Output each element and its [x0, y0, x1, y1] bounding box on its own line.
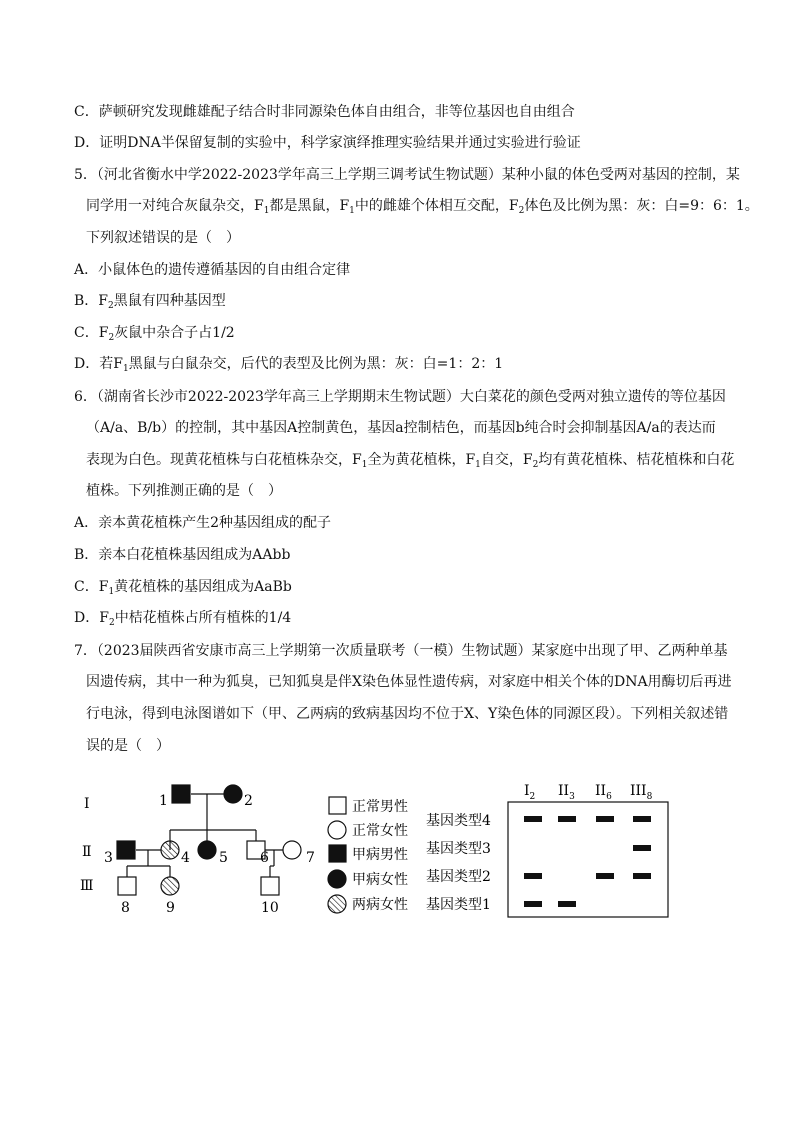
individual-7 — [283, 841, 301, 859]
legend-a-male-symbol — [329, 845, 346, 862]
generation-label-1: Ⅰ — [84, 796, 90, 812]
legend-a-male: 甲病男性 — [352, 847, 408, 863]
question-5-line-1: 5．（河北省衡水中学2022-2023学年高三上学期三调考试生物试题）某种小鼠的体色受两对基因的控制，某 — [74, 167, 740, 183]
individual-1 — [172, 785, 190, 803]
question-6-line-3: 表现为白色。现黄花植株与白花植株杂交，$F_1$全为黄花植株，$F_1$自交，$F_2$均有黄花植株、桔花植株和白花 — [86, 452, 735, 470]
gel-column-header: $II_6$ — [595, 783, 612, 802]
gel-band — [633, 816, 651, 822]
pedigree-chart — [70, 770, 325, 920]
question-7-line-3: 行电泳，得到电泳图谱如下（甲、乙两病的致病基因均不位于X、Y染色体的同源区段）。下列相关叙述错 — [86, 706, 729, 722]
individual-5 — [198, 841, 216, 859]
gel-row-label: 基因类型2 — [426, 869, 491, 885]
label-7: 7 — [306, 850, 315, 866]
legend-a-female-symbol — [328, 870, 346, 888]
question-5-option-c: C．$F_2$灰鼠中杂合子占1/2 — [74, 325, 235, 343]
gel-column-header: $II_3$ — [558, 783, 575, 802]
gel-band — [524, 816, 542, 822]
label-4: 4 — [181, 850, 190, 866]
label-8: 8 — [121, 900, 130, 916]
gel-column-header: $I_2$ — [524, 783, 536, 802]
question-6-line-1: 6．（湖南省长沙市2022-2023学年高三上学期期末生物试题）大白菜花的颜色受两对独立遗传的等位基因 — [74, 389, 726, 405]
legend-normal-male-symbol — [329, 797, 346, 814]
gel-row-label: 基因类型4 — [426, 813, 491, 829]
individual-10 — [261, 877, 279, 895]
gel-band — [524, 873, 542, 879]
question-7-line-1: 7．（2023届陕西省安康市高三上学期第一次质量联考（一模）生物试题）某家庭中出现了甲、乙两种单基 — [74, 643, 728, 659]
electrophoresis-gel — [424, 778, 674, 923]
question-5-line-3: 下列叙述错误的是（ ） — [86, 230, 240, 246]
label-10: 10 — [261, 900, 279, 916]
legend-both-female: 两病女性 — [352, 897, 408, 913]
gel-row-label: 基因类型1 — [426, 897, 491, 913]
individual-9 — [161, 877, 179, 895]
question-5-line-2: 同学用一对纯合灰鼠杂交，$F_1$都是黑鼠，$F_1$中的雌雄个体相互交配，$F_2$体色及比例为黑：灰：白=9：6：1。 — [86, 198, 759, 216]
pedigree-legend — [325, 795, 425, 920]
individual-3 — [117, 841, 135, 859]
label-9: 9 — [166, 900, 175, 916]
legend-normal-female-symbol — [328, 821, 346, 839]
question-5-option-a: A．小鼠体色的遗传遵循基因的自由组合定律 — [74, 262, 351, 278]
label-1: 1 — [159, 793, 168, 809]
option-c-prev: C．萨顿研究发现雌雄配子结合时非同源染色体自由组合，非等位基因也自由组合 — [74, 104, 575, 120]
legend-normal-male: 正常男性 — [352, 799, 408, 815]
label-2: 2 — [244, 793, 253, 809]
individual-2 — [224, 785, 242, 803]
question-6-line-4: 植株。下列推测正确的是（ ） — [86, 483, 282, 499]
label-6: 6 — [260, 850, 269, 866]
generation-label-2: Ⅱ — [82, 844, 92, 860]
gel-row-label: 基因类型3 — [426, 841, 491, 857]
individual-8 — [118, 877, 136, 895]
gel-column-header: $III_8$ — [630, 783, 653, 802]
label-3: 3 — [104, 850, 113, 866]
legend-a-female: 甲病女性 — [352, 872, 408, 888]
gel-band — [558, 901, 576, 907]
gel-band — [596, 873, 614, 879]
legend-both-female-symbol — [328, 895, 346, 913]
gel-band — [596, 816, 614, 822]
question-7-line-2: 因遗传病，其中一种为狐臭，已知狐臭是伴X染色体显性遗传病，对家庭中相关个体的DNA用酶切后再进 — [86, 674, 732, 690]
option-d-prev: D．证明DNA半保留复制的实验中，科学家演绎推理实验结果并通过实验进行验证 — [74, 135, 581, 151]
question-6-option-c: C．$F_1$黄花植株的基因组成为AaBb — [74, 579, 292, 597]
generation-label-3: Ⅲ — [80, 878, 94, 894]
question-7-line-4: 误的是（ ） — [86, 738, 170, 754]
question-6-option-a: A．亲本黄花植株产生2种基因组成的配子 — [74, 515, 332, 531]
legend-normal-female: 正常女性 — [352, 823, 408, 839]
individual-4 — [161, 841, 179, 859]
question-6-option-b: B．亲本白花植株基因组成为AAbb — [74, 547, 291, 563]
question-6-line-2: （A/a、B/b）的控制，其中基因A控制黄色，基因a控制桔色，而基因b纯合时会抑制基因A/a的表达而 — [86, 420, 716, 436]
gel-band — [524, 901, 542, 907]
question-5-option-b: B．$F_2$黑鼠有四种基因型 — [74, 293, 226, 311]
gel-band — [558, 816, 576, 822]
gel-band — [633, 845, 651, 851]
gel-band — [633, 873, 651, 879]
question-5-option-d: D．若$F_1$黑鼠与白鼠杂交，后代的表型及比例为黑：灰：白=1：2：1 — [74, 356, 504, 374]
question-6-option-d: D．$F_2$中桔花植株占所有植株的1/4 — [74, 610, 292, 628]
label-5: 5 — [219, 850, 228, 866]
